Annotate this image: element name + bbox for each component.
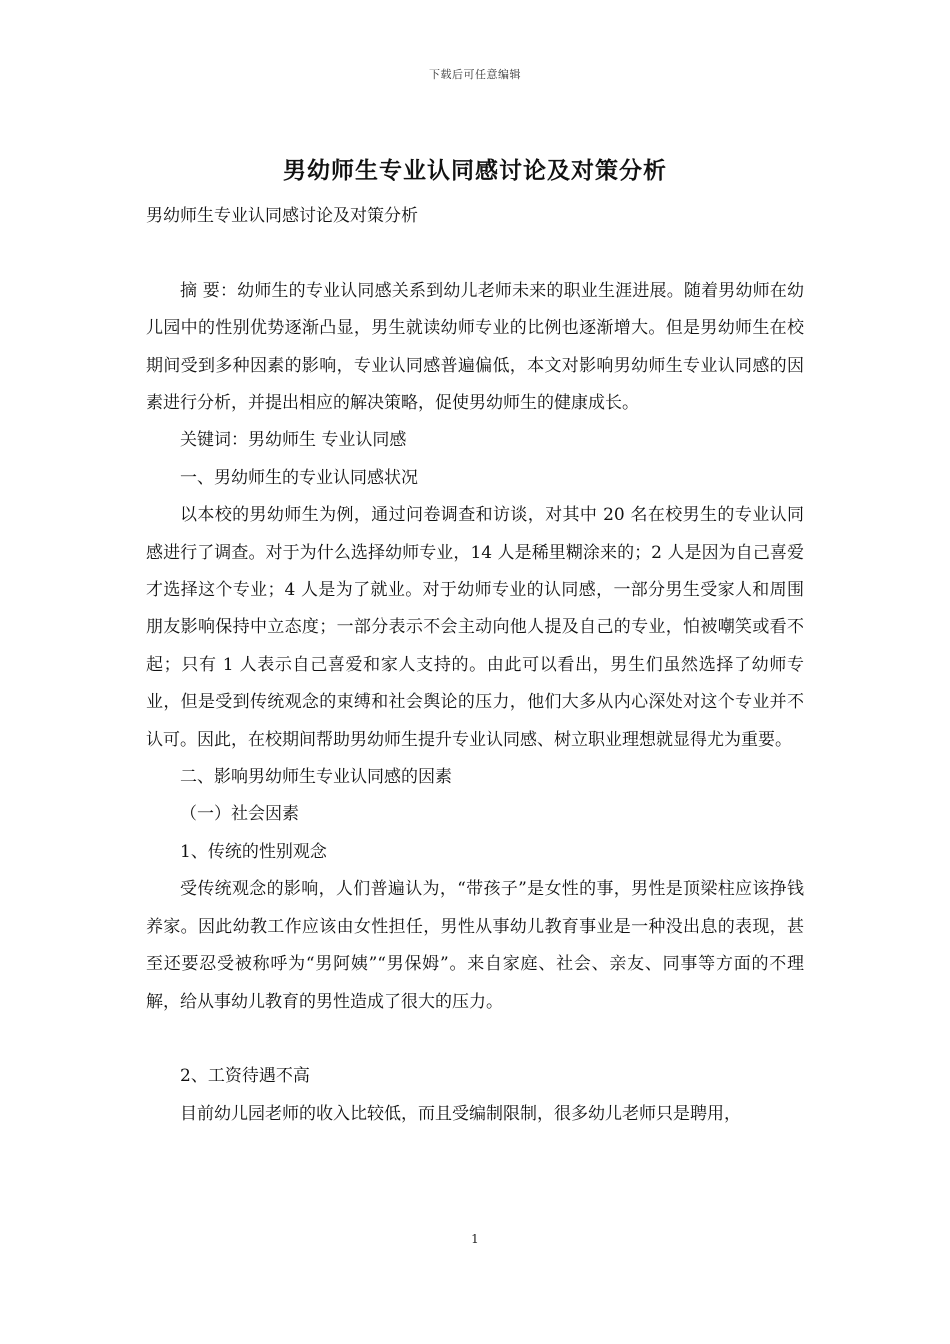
item-2-heading: 2、工资待遇不高 xyxy=(180,1066,310,1087)
section-2-heading: 二、影响男幼师生专业认同感的因素 xyxy=(180,767,452,788)
item-1-paragraph: 受传统观念的影响，人们普遍认为，“带孩子”是女性的事，男性是顶梁柱应该挣钱养家。因此幼教工作应该由女性担任，男性从事幼儿教育事业是一种没出息的表现，甚至还要忍受被称呼为“男阿姨”“男保姆”。来自家庭、社会、亲友、同事等方面的不理解，给从事幼儿教育的男性造成了很大的压力。 xyxy=(146,879,804,1012)
document-body xyxy=(146,198,804,1133)
blank-line xyxy=(146,235,804,272)
item-1-heading: 1、传统的性别观念 xyxy=(180,841,327,862)
document-subtitle: 男幼师生专业认同感讨论及对策分析 xyxy=(146,206,418,226)
section-1-heading: 一、男幼师生的专业认同感状况 xyxy=(180,467,418,488)
document-title: 男幼师生专业认同感讨论及对策分析 xyxy=(283,157,667,184)
subsection-1-heading: （一）社会因素 xyxy=(180,804,299,825)
keywords-line: 关键词：男幼师生 专业认同感 xyxy=(180,430,407,451)
page-number: 1 xyxy=(471,1232,479,1246)
page-header: 下载后可任意编辑 xyxy=(429,68,521,81)
blank-line xyxy=(146,1021,804,1058)
section-1-paragraph: 以本校的男幼师生为例，通过问卷调查和访谈，对其中 20 名在校男生的专业认同感进行了调查。对于为什么选择幼师专业，14 人是稀里糊涂来的；2 人是因为自己喜爱才选择这个专业；4 人是为了就业。对于幼师专业的认同感，一部分男生受家人和周围朋友影响保持中立态度；一部分表示不会主动向他人提及自己的专业，怕被嘲笑或看不起；只有 1 人表示自己喜爱和家人支持的。由此可以看出，男生们虽然选择了幼师专业，但是受到传统观念的束缚和社会舆论的压力，他们大多从内心深处对这个专业并不认可。因此，在校期间帮助男幼师生提升专业认同感、树立职业理想就显得尤为重要。 xyxy=(146,505,804,750)
abstract-paragraph: 摘 要：幼师生的专业认同感关系到幼儿老师未来的职业生涯进展。随着男幼师在幼儿园中的性别优势逐渐凸显，男生就读幼师专业的比例也逐渐增大。但是男幼师生在校期间受到多种因素的影响，专业认同感普遍偏低，本文对影响男幼师生专业认同感的因素进行分析，并提出相应的解决策略，促使男幼师生的健康成长。 xyxy=(146,280,804,414)
item-2-paragraph: 目前幼儿园老师的收入比较低，而且受编制限制，很多幼儿老师只是聘用， xyxy=(180,1103,741,1124)
